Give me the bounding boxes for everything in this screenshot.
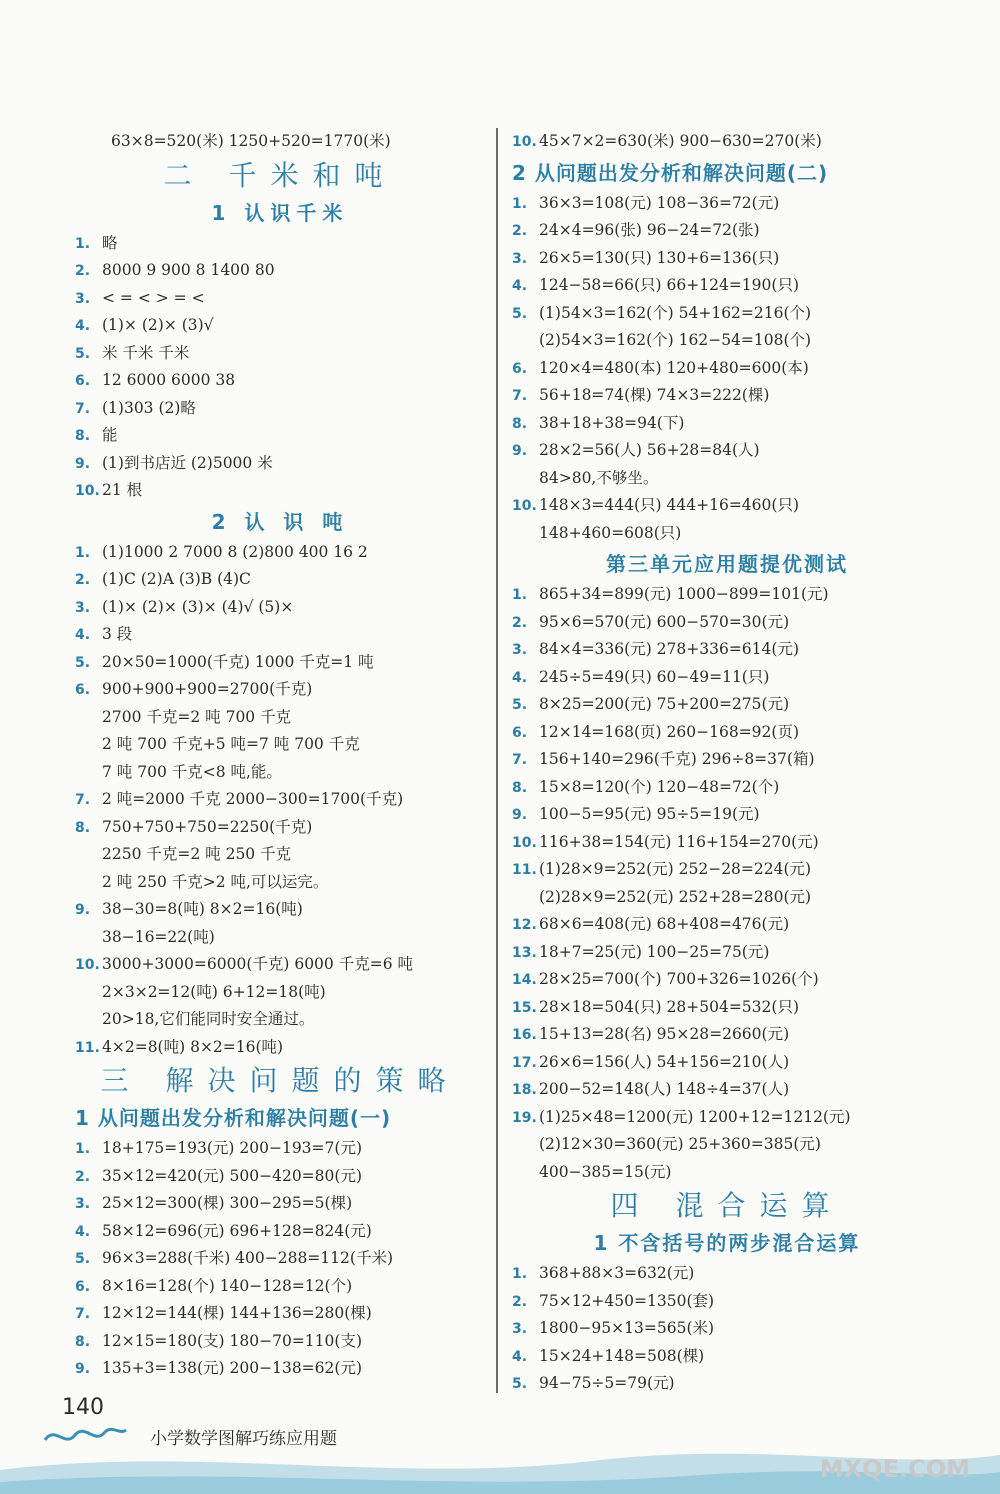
question-number: 1. — [75, 235, 91, 252]
answer-line — [512, 300, 942, 328]
answer-line — [512, 1021, 942, 1049]
answer-line — [75, 1355, 485, 1383]
answer-line — [75, 1245, 485, 1273]
answer-text: 124−58=66(只) 66+124=190(只) — [539, 276, 799, 294]
answer-line — [512, 664, 942, 692]
answer-text: 2 吨=2000 千克 2000−300=1700(千克) — [102, 790, 404, 808]
answer-line — [512, 1104, 942, 1132]
answer-line — [75, 340, 485, 368]
answer-text: 21 根 — [102, 481, 143, 499]
answer-line — [75, 539, 485, 567]
answer-text: 能 — [102, 426, 118, 444]
answer-text: < = < > = < — [102, 288, 205, 307]
answer-line — [512, 492, 942, 520]
question-number: 19. — [512, 1109, 537, 1126]
question-number: 7. — [75, 400, 91, 417]
answer-line — [75, 367, 485, 395]
answer-line — [75, 1300, 485, 1328]
answer-line — [75, 649, 485, 677]
answer-line — [512, 1076, 942, 1104]
answer-line — [512, 774, 942, 802]
question-number: 2. — [512, 1293, 528, 1310]
answer-text: 8000 9 900 8 1400 80 — [102, 261, 275, 279]
answer-text: (2)12×30=360(元) 25+360=385(元) — [539, 1135, 821, 1153]
answer-text: 45×7×2=630(米) 900−630=270(米) — [539, 132, 822, 150]
answer-line — [75, 395, 485, 423]
answer-line — [75, 1218, 485, 1246]
answer-line — [512, 1260, 942, 1288]
chapter-heading-4: 四 混合运算 — [610, 1189, 844, 1222]
answer-line — [512, 1315, 942, 1343]
question-number: 15. — [512, 999, 537, 1016]
answer-text: (1)1000 2 7000 8 (2)800 400 16 2 — [102, 542, 368, 561]
answer-text: 68×6=408(元) 68+408=476(元) — [539, 915, 790, 933]
answer-text: 15×24+148=508(棵) — [539, 1346, 705, 1365]
answer-line — [512, 465, 942, 493]
question-number: 4. — [75, 627, 91, 643]
answer-line — [75, 285, 485, 313]
answer-text: 35×12=420(元) 500−420=80(元) — [102, 1166, 362, 1185]
question-number: 4. — [512, 669, 528, 686]
question-number: 4. — [512, 278, 528, 294]
answer-line — [75, 979, 485, 1007]
question-number: 11. — [75, 1039, 100, 1056]
question-number: 6. — [512, 360, 528, 377]
answer-line — [512, 581, 942, 609]
answer-text: 38+18+38=94(下) — [539, 413, 685, 432]
answer-text: 28×2=56(人) 56+28=84(人) — [539, 441, 760, 459]
answer-text: 12×15=180(支) 180−70=110(支) — [102, 1331, 362, 1350]
question-number: 5. — [75, 345, 91, 362]
question-number: 8. — [75, 819, 91, 836]
section-heading-strategy-1: 1 从问题出发分析和解决问题(一) — [75, 1106, 392, 1130]
answer-line — [512, 1131, 942, 1159]
answer-text: 15+13=28(名) 95×28=2660(元) — [539, 1025, 790, 1043]
answer-line — [75, 594, 485, 622]
question-number: 1. — [512, 587, 528, 603]
answer-line — [75, 896, 485, 924]
answer-line — [512, 719, 942, 747]
question-number: 6. — [75, 682, 91, 698]
answer-text: (1)C (2)A (3)B (4)C — [102, 570, 251, 588]
answer-text: 2700 千克=2 吨 700 千克 — [102, 707, 292, 726]
answer-list-continued — [512, 128, 942, 156]
answer-line — [75, 704, 485, 732]
question-number: 12. — [512, 917, 537, 933]
answer-text: 12×12=144(棵) 144+136=280(棵) — [102, 1304, 372, 1322]
answer-text: 100−5=95(元) 95÷5=19(元) — [539, 805, 760, 823]
answer-line — [75, 257, 485, 285]
answer-line — [512, 382, 942, 410]
page-number: 140 — [62, 1395, 104, 1420]
answer-line — [75, 841, 485, 869]
answer-text: (2)28×9=252(元) 252+28=280(元) — [539, 887, 812, 906]
answer-text: 96×3=288(千米) 400−288=112(千米) — [102, 1249, 393, 1267]
question-number: 9. — [75, 902, 91, 918]
answer-text: 8×25=200(元) 75+200=275(元) — [539, 695, 790, 713]
section-heading-ton: 2 认 识 吨 — [211, 509, 349, 534]
answer-text: 865+34=899(元) 1000−899=101(元) — [539, 585, 829, 603]
question-number: 3. — [75, 290, 91, 307]
answer-list-unit-test — [512, 581, 942, 1186]
answer-text: 750+750+750=2250(千克) — [102, 817, 313, 836]
answer-text: 18+175=193(元) 200−193=7(元) — [102, 1139, 362, 1157]
question-number: 13. — [512, 944, 537, 961]
question-number: 7. — [75, 792, 91, 808]
right-column — [512, 128, 942, 1398]
question-number: 3. — [512, 642, 528, 658]
answer-text: 38−16=22(吨) — [102, 927, 215, 946]
answer-text: 略 — [102, 233, 118, 252]
question-number: 11. — [512, 862, 537, 878]
section-heading-mixed-ops: 1 不含括号的两步混合运算 — [593, 1231, 861, 1255]
question-number: 5. — [75, 654, 91, 671]
answer-text: 8×16=128(个) 140−128=12(个) — [102, 1276, 353, 1295]
watermark: MXQE.COM — [819, 1455, 970, 1483]
answer-line — [512, 966, 942, 994]
answer-line — [512, 691, 942, 719]
answer-text: 3 段 — [102, 625, 133, 643]
answer-text: 12 6000 6000 38 — [102, 371, 236, 389]
question-number: 3. — [75, 1196, 91, 1212]
left-column — [75, 128, 485, 1383]
answer-line — [75, 731, 485, 759]
answer-text: 38−30=8(吨) 8×2=16(吨) — [102, 900, 303, 918]
answer-text: 28×25=700(个) 700+326=1026(个) — [539, 970, 819, 988]
answer-text: 25×12=300(棵) 300−295=5(棵) — [102, 1194, 353, 1212]
answer-line — [512, 1288, 942, 1316]
question-number: 2. — [75, 263, 91, 279]
question-number: 10. — [75, 957, 100, 973]
swirl-ornament-icon — [40, 1420, 130, 1450]
answer-text: 15×8=120(个) 120−48=72(个) — [539, 777, 780, 796]
answer-text: 36×3=108(元) 108−36=72(元) — [539, 193, 780, 212]
answer-text: 2×3×2=12(吨) 6+12=18(吨) — [102, 982, 326, 1001]
question-number: 10. — [75, 483, 100, 499]
answer-text: 20>18,它们能同时安全通过。 — [102, 1010, 315, 1028]
question-number: 5. — [512, 305, 528, 322]
answer-text: 56+18=74(棵) 74×3=222(棵) — [539, 386, 770, 404]
answer-text: 7 吨 700 千克<8 吨,能。 — [102, 762, 282, 781]
answer-line — [75, 814, 485, 842]
section-heading-strategy-2: 2 从问题出发分析和解决问题(二) — [512, 160, 829, 185]
answer-line — [512, 272, 942, 300]
question-number: 2. — [512, 223, 528, 239]
answer-line — [512, 217, 942, 245]
question-number: 6. — [512, 724, 528, 741]
answer-line — [75, 1006, 485, 1034]
answer-line — [512, 355, 942, 383]
answer-line — [75, 1328, 485, 1356]
answer-text: 4×2=8(吨) 8×2=16(吨) — [102, 1037, 284, 1056]
question-number: 5. — [512, 697, 528, 713]
answer-list-strategy-2 — [512, 190, 942, 548]
question-number: 3. — [512, 1321, 528, 1337]
question-number: 9. — [512, 443, 528, 459]
answer-line — [512, 437, 942, 465]
question-number: 1. — [75, 544, 91, 561]
answer-text: 1800−95×13=565(米) — [539, 1319, 715, 1337]
answer-text: 245÷5=49(只) 60−49=11(只) — [539, 667, 770, 686]
question-number: 1. — [512, 1266, 528, 1282]
question-number: 2. — [75, 572, 91, 588]
answer-line — [75, 621, 485, 649]
question-number: 9. — [75, 1361, 91, 1377]
answer-text: 900+900+900=2700(千克) — [102, 680, 313, 698]
question-number: 5. — [512, 1376, 528, 1392]
question-number: 4. — [512, 1348, 528, 1365]
answer-text: 18+7=25(元) 100−25=75(元) — [539, 942, 770, 961]
answer-text: 24×4=96(张) 96−24=72(张) — [539, 221, 760, 239]
answer-line — [75, 566, 485, 594]
answer-line — [512, 829, 942, 857]
answer-text: (1)28×9=252(元) 252−28=224(元) — [539, 860, 812, 878]
question-number: 18. — [512, 1082, 537, 1098]
question-number: 7. — [512, 388, 528, 404]
answer-text: 156+140=296(千克) 296÷8=37(箱) — [539, 750, 815, 768]
answer-line — [512, 884, 942, 912]
answer-text: 58×12=696(元) 696+128=824(元) — [102, 1221, 372, 1240]
answer-text: 148+460=608(只) — [539, 523, 682, 542]
question-number: 7. — [512, 752, 528, 768]
answer-line — [512, 1049, 942, 1077]
answer-text: 94−75÷5=79(元) — [539, 1374, 675, 1392]
answer-line — [75, 1034, 485, 1062]
section-heading-km: 1 认识千米 — [211, 200, 349, 225]
answer-line — [512, 410, 942, 438]
answer-line — [75, 1135, 485, 1163]
answer-text: 2250 千克=2 吨 250 千克 — [102, 845, 292, 863]
answer-text: 12×14=168(页) 260−168=92(页) — [539, 722, 799, 741]
chapter-heading-2: 二 千米和吨 — [163, 158, 397, 192]
question-number: 4. — [75, 318, 91, 334]
answer-line — [75, 312, 485, 340]
question-number: 10. — [512, 134, 537, 150]
answer-text: (2)54×3=162(个) 162−54=108(个) — [539, 331, 812, 349]
answer-line — [75, 230, 485, 258]
answer-line — [512, 801, 942, 829]
answer-line — [512, 911, 942, 939]
section-heading-unit-test: 第三单元应用题提优测试 — [606, 552, 848, 576]
answer-text: 28×18=504(只) 28+504=532(只) — [539, 997, 799, 1016]
carry-over-line: 63×8=520(米) 1250+520=1770(米) — [111, 132, 391, 150]
answer-line — [512, 856, 942, 884]
answer-line — [512, 1370, 942, 1398]
question-number: 8. — [512, 415, 528, 432]
answer-list-ton — [75, 539, 485, 1062]
answer-list-km — [75, 230, 485, 505]
question-number: 1. — [75, 1141, 91, 1157]
answer-text: 135+3=138(元) 200−138=62(元) — [102, 1359, 362, 1377]
answer-line — [75, 869, 485, 897]
answer-list-mixed-ops — [512, 1260, 942, 1398]
question-number: 9. — [75, 455, 91, 472]
answer-text: 84>80,不够坐。 — [539, 468, 659, 487]
question-number: 1. — [512, 195, 528, 212]
question-number: 10. — [512, 834, 537, 851]
answer-text: (1)× (2)× (3)√ — [102, 316, 214, 334]
answer-text: 26×6=156(人) 54+156=210(人) — [539, 1052, 790, 1071]
question-number: 2. — [512, 614, 528, 631]
answer-line — [512, 994, 942, 1022]
question-number: 8. — [512, 779, 528, 796]
answer-text: 120×4=480(本) 120+480=600(本) — [539, 358, 809, 377]
answer-line — [75, 1190, 485, 1218]
answer-line — [512, 746, 942, 774]
question-number: 6. — [75, 373, 91, 389]
answer-text: 84×4=336(元) 278+336=614(元) — [539, 640, 799, 658]
question-number: 2. — [75, 1168, 91, 1185]
answer-text: 116+38=154(元) 116+154=270(元) — [539, 832, 819, 851]
answer-text: 26×5=130(只) 130+6=136(只) — [539, 248, 780, 267]
book-title: 小学数学图解巧练应用题 — [150, 1429, 337, 1449]
answer-line — [512, 939, 942, 967]
answer-line — [512, 327, 942, 355]
answer-text: 400−385=15(元) — [539, 1162, 672, 1181]
answer-line — [512, 636, 942, 664]
question-number: 3. — [75, 599, 91, 616]
column-divider — [496, 128, 498, 1393]
answer-text: 2 吨 700 千克+5 吨=7 吨 700 千克 — [102, 735, 360, 753]
question-number: 16. — [512, 1027, 537, 1043]
answer-text: 95×6=570(元) 600−570=30(元) — [539, 612, 790, 631]
answer-line — [75, 676, 485, 704]
answer-line — [512, 609, 942, 637]
question-number: 3. — [512, 250, 528, 267]
question-number: 4. — [75, 1223, 91, 1240]
answer-text: 2 吨 250 千克>2 吨,可以运完。 — [102, 872, 329, 891]
answer-list-strategy-1 — [75, 1135, 485, 1383]
question-number: 5. — [75, 1251, 91, 1267]
answer-text: 200−52=148(人) 148÷4=37(人) — [539, 1080, 790, 1098]
question-number: 14. — [512, 972, 537, 988]
answer-text: 3000+3000=6000(千克) 6000 千克=6 吨 — [102, 955, 413, 973]
question-number: 10. — [512, 498, 537, 514]
answer-line — [75, 1163, 485, 1191]
answer-line — [512, 245, 942, 273]
question-number: 7. — [75, 1306, 91, 1322]
answer-text: 368+88×3=632(元) — [539, 1264, 695, 1282]
question-number: 9. — [512, 807, 528, 823]
answer-text: (1)到书店近 (2)5000 米 — [102, 453, 273, 472]
answer-line — [512, 128, 942, 156]
answer-line — [75, 951, 485, 979]
answer-text: 75×12+450=1350(套) — [539, 1291, 715, 1310]
answer-line — [75, 477, 485, 505]
answer-line — [75, 1273, 485, 1301]
answer-line — [512, 520, 942, 548]
answer-line — [75, 924, 485, 952]
answer-text: (1)× (2)× (3)× (4)√ (5)× — [102, 597, 294, 616]
answer-line — [75, 786, 485, 814]
answer-text: (1)25×48=1200(元) 1200+12=1212(元) — [539, 1107, 851, 1126]
question-number: 8. — [75, 428, 91, 444]
answer-text: 148×3=444(只) 444+16=460(只) — [539, 496, 799, 514]
question-number: 6. — [75, 1278, 91, 1295]
chapter-heading-3: 三 解决问题的策略 — [100, 1064, 460, 1097]
answer-line — [512, 1159, 942, 1187]
answer-line — [75, 759, 485, 787]
question-number: 8. — [75, 1333, 91, 1350]
answer-text: (1)54×3=162(个) 54+162=216(个) — [539, 303, 812, 322]
question-number: 17. — [512, 1054, 537, 1071]
answer-text: 20×50=1000(千克) 1000 千克=1 吨 — [102, 652, 374, 671]
answer-text: (1)303 (2)略 — [102, 398, 196, 417]
answer-text: 米 千米 千米 — [102, 343, 190, 362]
answer-line — [75, 450, 485, 478]
answer-line — [512, 1343, 942, 1371]
answer-line — [75, 422, 485, 450]
answer-line — [512, 190, 942, 218]
